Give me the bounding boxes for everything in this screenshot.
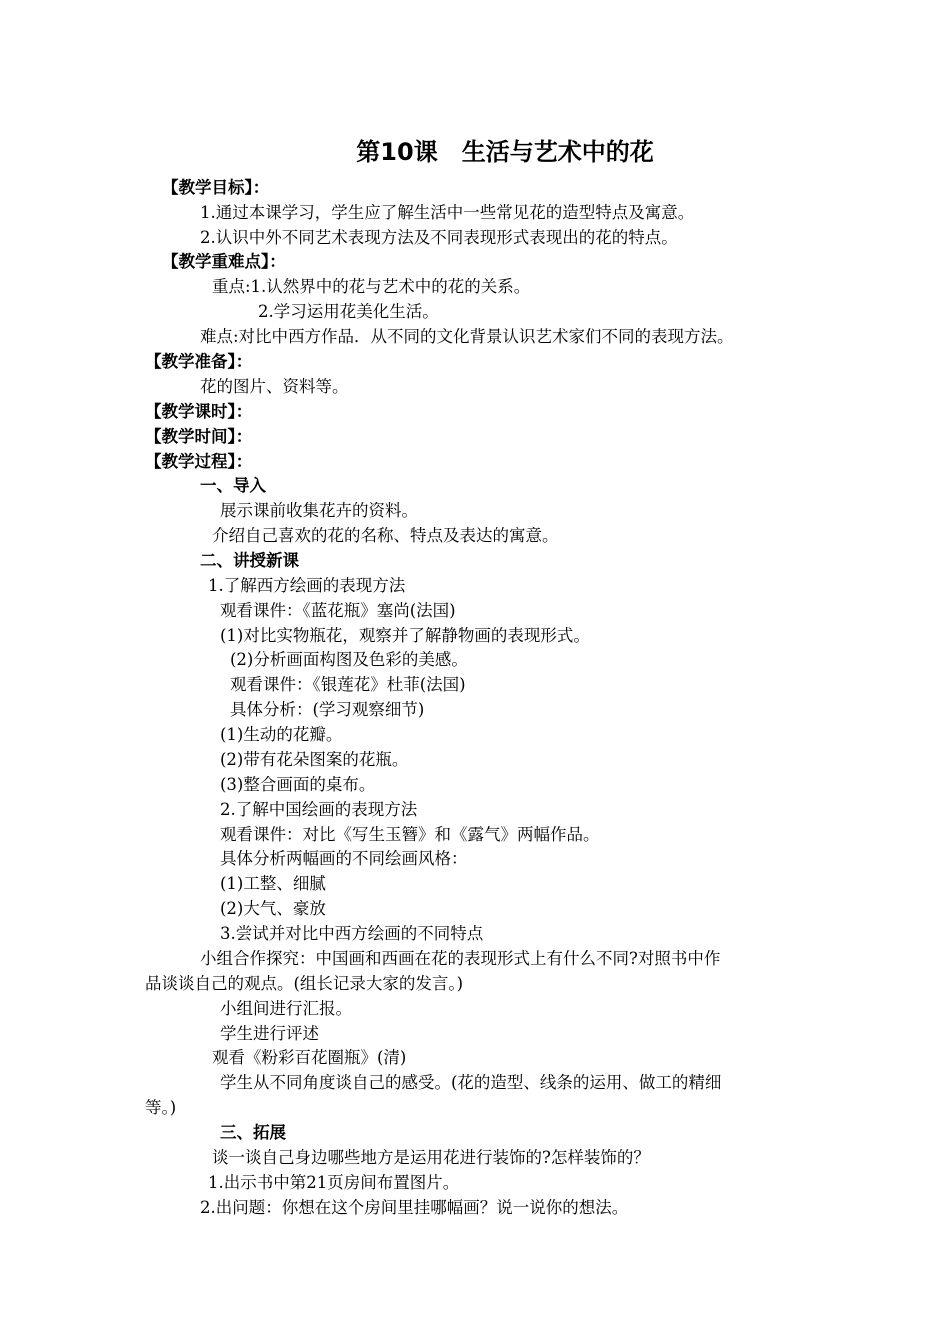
text-line: 学生从不同角度谈自己的感受。(花的造型、线条的运用、做工的精细 bbox=[220, 1073, 722, 1092]
heading-key-points: 【教学重难点】： bbox=[162, 252, 286, 271]
text-line: 2.认识中外不同艺术表现方法及不同表现形式表现出的花的特点。 bbox=[200, 228, 678, 247]
text-line: 谈一谈自己身边哪些地方是运用花进行装饰的?怎样装饰的？ bbox=[212, 1148, 650, 1167]
text-line: 观看课件：对比《写生玉簪》和《露气》两幅作品。 bbox=[220, 825, 600, 844]
text-line: 1.了解西方绘画的表现方法 bbox=[208, 576, 406, 595]
heading-preparation: 【教学准备】： bbox=[145, 352, 253, 371]
heading-lesson-time: 【教学时间】： bbox=[145, 427, 253, 446]
text-line: 难点:对比中西方作品．从不同的文化背景认识艺术家们不同的表现方法。 bbox=[200, 327, 734, 346]
text-line: 等。) bbox=[145, 1098, 177, 1117]
text-line: (2)大气、豪放 bbox=[220, 899, 326, 918]
text-line: 观看课件：《银莲花》杜菲(法国) bbox=[230, 675, 466, 694]
text-line: 小组间进行汇报。 bbox=[220, 999, 352, 1018]
text-line: 2.学习运用花美化生活。 bbox=[258, 302, 439, 321]
text-line: 介绍自己喜欢的花的名称、特点及表达的寓意。 bbox=[212, 526, 559, 545]
text-line: (1)工整、细腻 bbox=[220, 874, 326, 893]
text-line: 具体分析两幅画的不同绘画风格： bbox=[220, 849, 468, 868]
heading-lesson-hours: 【教学课时】： bbox=[145, 402, 253, 421]
text-line: 观看课件：《蓝花瓶》塞尚(法国) bbox=[220, 601, 456, 620]
heading-objectives: 【教学目标】： bbox=[162, 178, 270, 197]
text-line: 重点:1.认然界中的花与艺术中的花的关系。 bbox=[212, 277, 531, 296]
text-line: 1.通过本课学习，学生应了解生活中一些常见花的造型特点及寓意。 bbox=[200, 203, 695, 222]
text-line: 2.了解中国绘画的表现方法 bbox=[220, 800, 418, 819]
section-extension: 三、拓展 bbox=[220, 1123, 286, 1142]
text-line: (2)带有花朵图案的花瓶。 bbox=[220, 750, 409, 769]
page-title: 第10课 生活与艺术中的花 bbox=[356, 138, 654, 166]
text-line: 展示课前收集花卉的资料。 bbox=[220, 501, 418, 520]
section-intro: 一、导入 bbox=[200, 476, 266, 495]
text-line: 花的图片、资料等。 bbox=[200, 377, 349, 396]
text-line: (3)整合画面的桌布。 bbox=[220, 775, 376, 794]
text-line: 3.尝试并对比中西方绘画的不同特点 bbox=[220, 924, 484, 943]
text-line: (1)对比实物瓶花，观察并了解静物画的表现形式。 bbox=[220, 626, 590, 645]
heading-process: 【教学过程】： bbox=[145, 452, 253, 471]
text-line: 具体分析：(学习观察细节) bbox=[230, 700, 425, 719]
text-line: (2)分析画面构图及色彩的美感。 bbox=[230, 650, 468, 669]
text-line: 观看《粉彩百花圈瓶》(清) bbox=[212, 1048, 407, 1067]
text-line: 品谈谈自己的观点。(组长记录大家的发言。) bbox=[145, 974, 464, 993]
text-line: 2.出问题：你想在这个房间里挂哪幅画？说一说你的想法。 bbox=[200, 1198, 629, 1217]
text-line: (1)生动的花瓣。 bbox=[220, 725, 343, 744]
text-line: 小组合作探究：中国画和西画在花的表现形式上有什么不同?对照书中作 bbox=[200, 949, 721, 968]
section-new-lesson: 二、讲授新课 bbox=[200, 551, 299, 570]
text-line: 1.出示书中第21页房间布置图片。 bbox=[208, 1173, 460, 1192]
text-line: 学生进行评述 bbox=[220, 1024, 319, 1043]
